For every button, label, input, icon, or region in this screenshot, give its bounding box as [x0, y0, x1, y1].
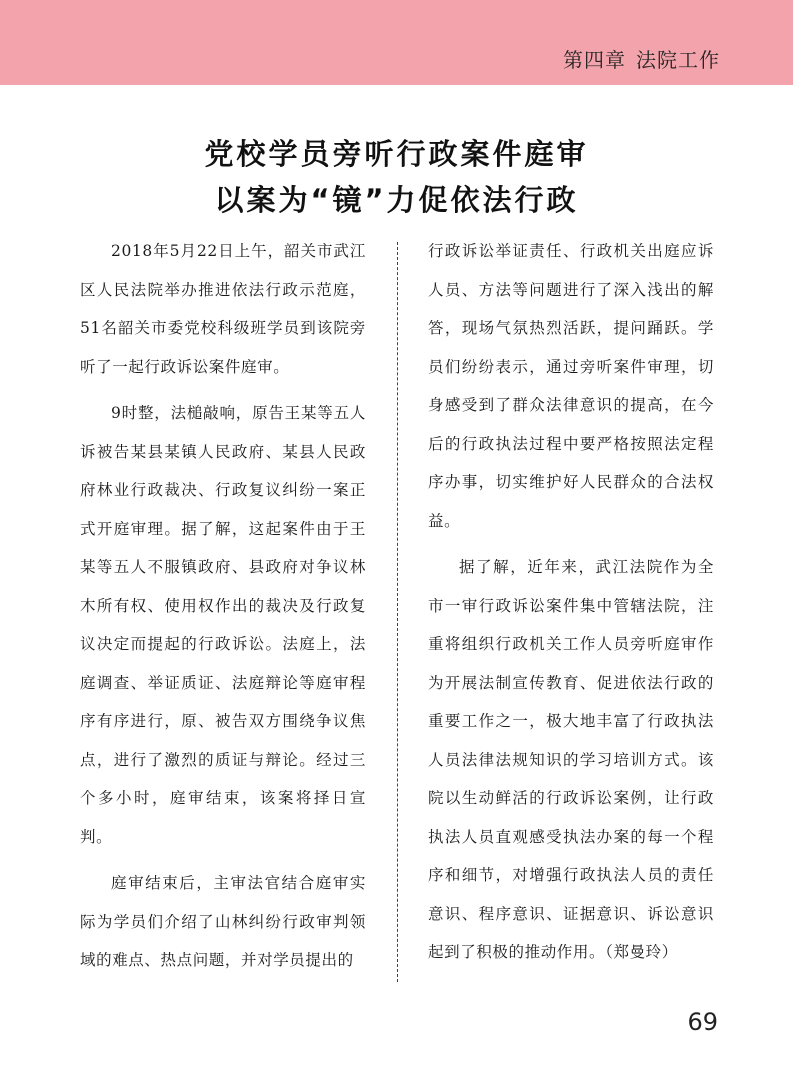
column-divider: [397, 242, 398, 982]
article-title-line-2: 以案为“镜”力促依法行政: [214, 183, 579, 217]
page-number: 69: [687, 1008, 718, 1036]
paragraph: 庭审结束后，主审法官结合庭审实际为学员们介绍了山林纠纷行政审判领域的难点、热点问题，并对学员提出的: [80, 874, 366, 969]
chapter-heading: [563, 44, 720, 73]
paragraph: 2018年5月22日上午，韶关市武江区人民法院举办推进依法行政示范庭，51名韶关市委党校科级班学员到该院旁听了一起行政诉讼案件庭审。: [80, 242, 366, 376]
chapter-number: 第四章: [563, 48, 626, 72]
article-title-line-1: 党校学员旁听行政案件庭审: [204, 137, 589, 171]
right-column: [428, 232, 714, 972]
paragraph: 据了解，近年来，武江法院作为全市一审行政诉讼案件集中管辖法院，注重将组织行政机关工作人员旁听庭审作为开展法制宣传教育、促进依法行政的重要工作之一，极大地丰富了行政执法人员法律法规知识的学习培训方式。该院以生动鲜活的行政诉讼案例，让行政执法人员直观感受执法办案的每一个程序和细节，对增强行政执法人员的责任意识、程序意识、证据意识、诉讼意识起到了积极的推动作用。（郑曼玲）: [428, 558, 714, 961]
paragraph-continuation: 行政诉讼举证责任、行政机关出庭应诉人员、方法等问题进行了深入浅出的解答，现场气氛热烈活跃，提问踊跃。学员们纷纷表示，通过旁听案件审理，切身感受到了群众法律意识的提高，在今后的行政执法过程中要严格按照法定程序办事，切实维护好人民群众的合法权益。: [428, 242, 714, 530]
paragraph: 9时整，法槌敲响，原告王某等五人诉被告某县某镇人民政府、某县人民政府林业行政裁决、行政复议纠纷一案正式开庭审理。据了解，这起案件由于王某等五人不服镇政府、县政府对争议林木所有权、使用权作出的裁决及行政复议决定而提起的行政诉讼。法庭上，法庭调查、举证质证、法庭辩论等庭审程序有序进行，原、被告双方围绕争议焦点，进行了激烈的质证与辩论。经过三个多小时，庭审结束，该案将择日宣判。: [80, 404, 366, 846]
left-column: [80, 232, 366, 980]
chapter-section: 法院工作: [636, 48, 720, 72]
